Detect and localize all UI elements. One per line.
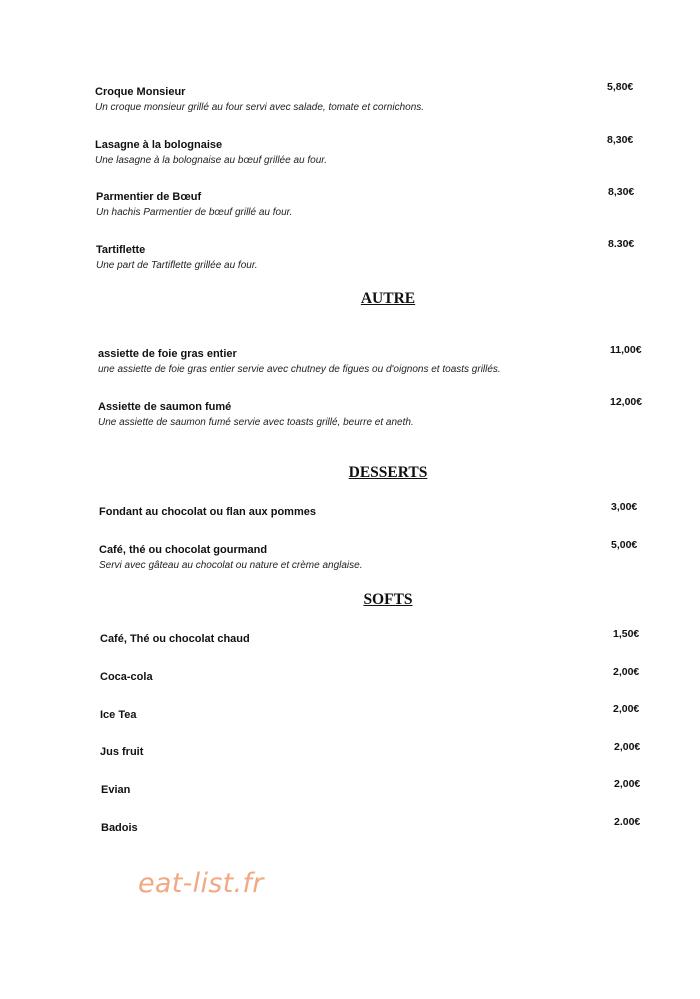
item-price: 8,30€ xyxy=(607,134,634,146)
item-price: 2,00€ xyxy=(614,741,641,753)
item-description: Une part de Tartiflette grillée au four. xyxy=(96,260,258,271)
item-price: 2,00€ xyxy=(613,666,640,678)
item-name: Badois xyxy=(101,822,138,834)
item-name: Ice Tea xyxy=(100,709,137,721)
item-price: 2,00€ xyxy=(613,703,640,715)
item-name: Jus fruit xyxy=(100,746,144,758)
item-price: 11,00€ xyxy=(610,344,642,356)
item-name: Café, Thé ou chocolat chaud xyxy=(100,633,250,645)
item-name: Tartiflette xyxy=(96,244,146,256)
item-name: Parmentier de Bœuf xyxy=(96,191,202,203)
item-description: Une lasagne à la bolognaise au bœuf grillée au four. xyxy=(95,155,328,166)
item-description: une assiette de foie gras entier servie avec chutney de figues ou d'oignons et toasts grillés. xyxy=(98,364,501,375)
item-price: 3,00€ xyxy=(611,501,638,513)
item-name: assiette de foie gras entier xyxy=(98,348,237,360)
item-price: 5,00€ xyxy=(611,539,638,551)
item-name: Coca-cola xyxy=(100,671,153,683)
watermark-logo: eat-list.fr xyxy=(138,868,264,899)
item-name: Lasagne à la bolognaise xyxy=(95,139,223,151)
section-heading-desserts: DESSERTS xyxy=(348,464,428,481)
item-price: 8.30€ xyxy=(608,238,635,250)
item-price: 12,00€ xyxy=(610,396,643,408)
section-heading-autre: AUTRE xyxy=(360,290,416,307)
item-price: 2.00€ xyxy=(614,816,641,828)
section-heading-softs: SOFTS xyxy=(363,591,413,608)
item-name: Fondant au chocolat ou flan aux pommes xyxy=(99,506,316,518)
item-price: 2,00€ xyxy=(614,778,641,790)
item-name: Café, thé ou chocolat gourmand xyxy=(99,544,268,556)
item-name: Croque Monsieur xyxy=(95,86,186,98)
item-description: Un croque monsieur grillé au four servi avec salade, tomate et cornichons. xyxy=(95,102,425,113)
item-description: Un hachis Parmentier de bœuf grillé au four. xyxy=(96,207,293,218)
item-price: 8,30€ xyxy=(608,186,635,198)
item-name: Assiette de saumon fumé xyxy=(98,401,232,413)
item-description: Une assiette de saumon fumé servie avec toasts grillé, beurre et aneth. xyxy=(98,417,414,428)
item-price: 1,50€ xyxy=(613,628,640,640)
item-name: Evian xyxy=(101,784,131,796)
item-price: 5,80€ xyxy=(607,81,634,93)
item-description: Servi avec gâteau au chocolat ou nature et crème anglaise. xyxy=(99,560,363,571)
